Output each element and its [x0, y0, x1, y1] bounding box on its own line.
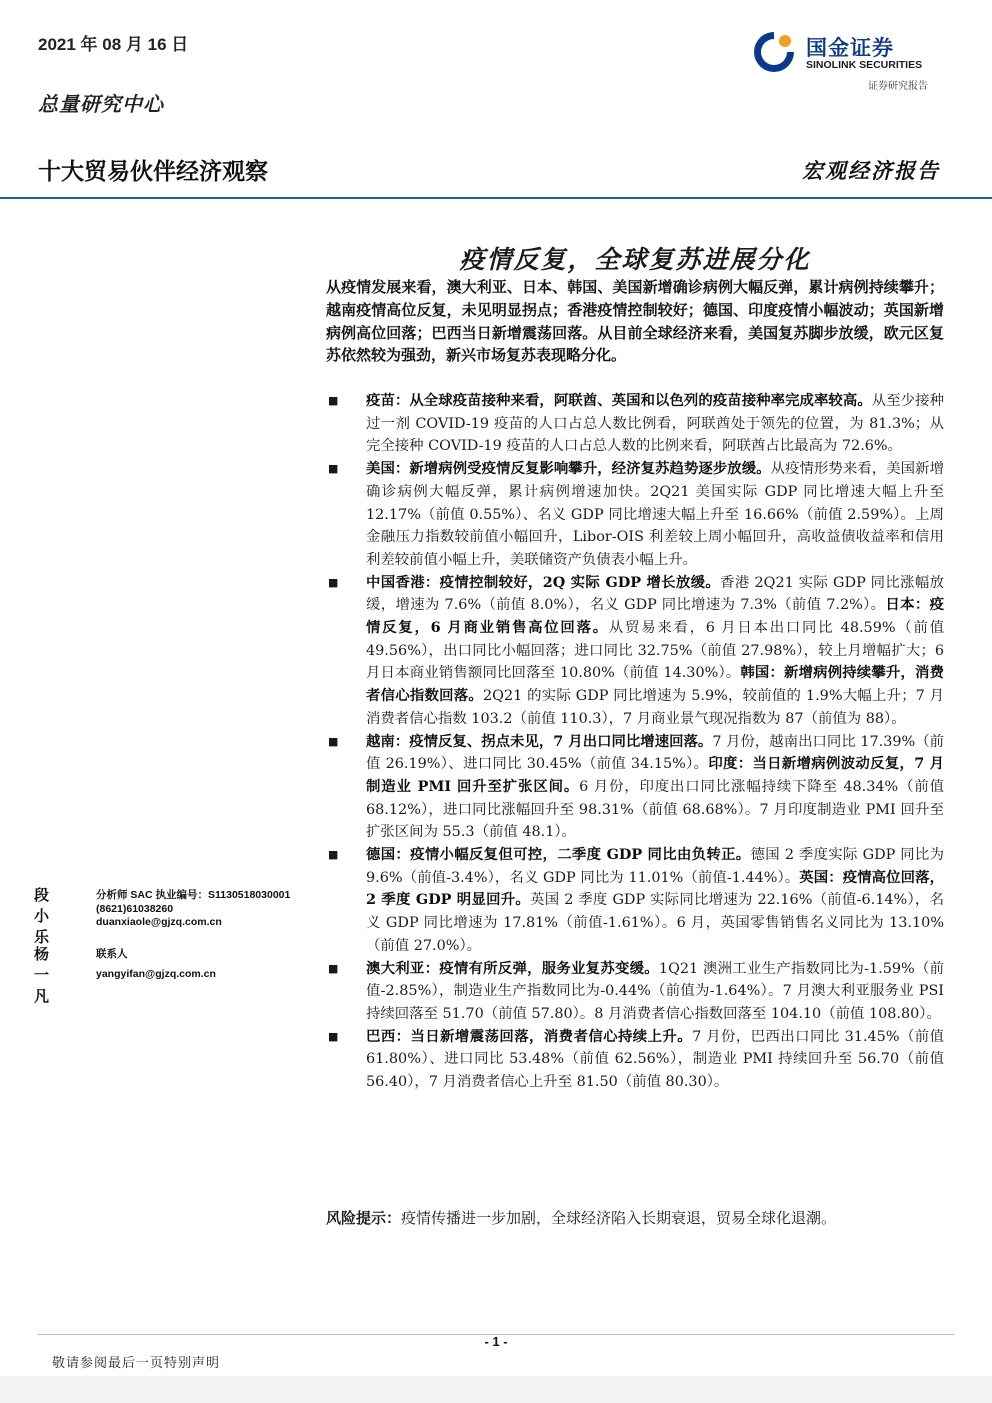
bullet-square-icon: ■	[328, 394, 339, 407]
bullet-heading: 德国：疫情小幅反复但可控，二季度 GDP 同比由负转正。	[366, 846, 751, 864]
bullet-text: 6 月份，印度出口同比涨幅持续下降至 48.34%（前值 68.12%），进口同比涨幅回升至 98.31%（前值 68.68%）。7 月印度制造业 PMI 回升至扩张区间为 55.3（前值 48.1）。	[366, 778, 944, 841]
bullet-heading: 中国香港：疫情控制较好，2Q 实际 GDP 增长放缓。	[366, 573, 721, 591]
bullet-vietnam-india	[326, 731, 944, 845]
bullet-text: 从疫情形势来看，美国新增确诊病例大幅反弹，累计病例增速加快。2Q21 美国实际 GDP 同比增速大幅上升至 12.17%（前值 0.55%）、名义 GDP 同比增速大幅上升至 16.66%（前值 2.59%）。上周金融压力指数较前值小幅回升，Libor-OIS 利差较上周小幅回升，高收益债收益率和信用利差较前值小幅上升，美联储资产负债表小幅上升。	[366, 461, 944, 568]
bullet-text: 香港 2Q21 实际 GDP 同比涨幅放缓，增速为 7.6%（前值 8.0%），名义 GDP 同比增速为 7.3%（前值 7.2%）。	[366, 574, 945, 614]
risk-warning	[326, 1207, 944, 1228]
bullet-usa	[326, 458, 944, 572]
headline: 疫情反复，全球复苏进展分化	[459, 245, 811, 274]
bullet-square-icon: ■	[328, 1029, 339, 1043]
analyst-role: 分析师 SAC 执业编号：S1130518030001	[96, 889, 291, 901]
analyst-email[interactable]: duanxiaole@gjzq.com.cn	[96, 916, 222, 928]
footer-band	[0, 1376, 992, 1403]
contact-role: 联系人	[96, 948, 128, 960]
logo-name-en: SINOLINK SECURITIES	[806, 59, 923, 71]
bullet-vaccine	[326, 390, 944, 458]
bullet-text: 1Q21 澳洲工业生产指数同比为-1.59%（前值-2.85%），制造业生产指数同比为-0.44%（前值为-1.64%）。7 月澳大利亚服务业 PSI 持续回落至 51.70（前值 57.80）。8 月消费者信心指数回落至 104.10（前值 108.80）。	[366, 960, 944, 1022]
logo-name-cn: 国金证券	[806, 36, 894, 60]
bullet-heading: 疫苗：从全球疫苗接种来看，阿联酋、英国和以色列的疫苗接种率完成率较高。	[366, 392, 872, 409]
report-type: 宏观经济报告	[802, 158, 940, 183]
bullet-heading: 日本：疫情反复，6 月商业销售高位回落。	[366, 596, 944, 637]
bullet-australia	[326, 958, 944, 1026]
bullet-text: 英国 2 季度 GDP 实际同比增速为 22.16%（前值-6.14%），名义 GDP 同比增速为 17.81%（前值-1.61%）。6 月，英国零售销售名义同比为 13.10%（前值 27.0%）。	[366, 892, 944, 954]
bullet-text: 从至少接种过一剂 COVID-19 疫苗的人口占总人数比例看，阿联酋处于领先的位置，为 81.3%；从完全接种 COVID-19 疫苗的人口占总人数的比例来看，阿联酋占比最高为 72.6%。	[366, 393, 944, 455]
bullet-text: 7 月份，越南出口同比 17.39%（前值 26.19%）、进口同比 30.45%（前值 34.15%）。	[366, 733, 944, 773]
bullet-text: 2Q21 的实际 GDP 同比增速为 5.9%，较前值的 1.9%大幅上升；7 月消费者信心指数 103.2（前值 110.3），7 月商业景气现况指数为 87（前值为 88）。	[366, 688, 944, 727]
risk-label: 风险提示：	[326, 1209, 402, 1227]
bullet-square-icon: ■	[328, 575, 339, 589]
report-date: 2021 年 08 月 16 日	[38, 35, 189, 54]
bullet-germany-uk	[326, 844, 944, 958]
contact-name: 杨一凡	[34, 945, 50, 1005]
bullet-heading: 巴西：当日新增震荡回落，消费者信心持续上升。	[366, 1027, 693, 1045]
risk-text: 疫情传播进一步加剧，全球经济陷入长期衰退，贸易全球化退潮。	[401, 1209, 837, 1227]
analyst-name: 段小乐	[34, 886, 50, 946]
bullet-heading: 美国：新增病例受疫情反复影响攀升，经济复苏趋势逐步放缓。	[366, 460, 771, 478]
bullet-square-icon: ■	[328, 462, 339, 476]
company-logo	[752, 28, 952, 92]
bullet-square-icon: ■	[328, 848, 339, 862]
bullet-heading: 韩国：新增病例持续攀升，消费者信心指数回落。	[366, 664, 944, 705]
bullet-list	[326, 390, 944, 1094]
bullet-square-icon: ■	[328, 734, 339, 748]
bullet-heading: 越南：疫情反复、拐点未见，7 月出口同比增速回落。	[366, 732, 713, 750]
logo-subtitle: 证券研究报告	[868, 81, 928, 92]
bullet-hk-japan-korea	[326, 572, 944, 731]
research-center: 总量研究中心	[38, 92, 164, 116]
bullet-heading: 英国：疫情高位回落，2 季度 GDP 明显回升。	[366, 868, 944, 909]
bullet-heading: 澳大利亚：疫情有所反弹，服务业复苏变缓。	[366, 959, 659, 977]
sinolink-logo-icon	[752, 30, 796, 74]
bullet-heading: 印度：当日新增病例波动反复，7 月制造业 PMI 回升至扩张区间。	[366, 755, 944, 795]
contact-email[interactable]: yangyifan@gjzq.com.cn	[96, 967, 216, 980]
report-title: 十大贸易伙伴经济观察	[38, 159, 268, 185]
bullet-text: 7 月份，巴西出口同比 31.45%（前值 61.80%）、进口同比 53.48%（前值 62.56%），制造业 PMI 持续回升至 56.70（前值 56.40），7 月消费者信心上升至 81.50（前值 80.30）。	[366, 1028, 944, 1091]
bullet-text: 从贸易来看，6 月日本出口同比 48.59%（前值 49.56%），出口同比小幅回落；进口同比 32.75%（前值 27.98%），较上月增幅扩大；6 月日本商业销售额同比回落至 10.80%（前值 14.30%）。	[366, 620, 944, 682]
header-divider	[0, 197, 992, 199]
analyst-info	[96, 889, 290, 930]
bullet-text: 德国 2 季度实际 GDP 同比为 9.6%（前值-3.4%），名义 GDP 同比为 11.01%（前值-1.44%）。	[366, 847, 944, 886]
lead-summary: 从疫情发展来看，澳大利亚、日本、韩国、美国新增确诊病例大幅反弹，累计病例持续攀升；越南疫情高位反复，未见明显拐点；香港疫情控制较好；德国、印度疫情小幅波动；英国新增病例高位回落；巴西当日新增震荡回落。从目前全球经济来看，美国复苏脚步放缓，欧元区复苏依然较为强劲，新兴市场复苏表现略分化。	[326, 278, 944, 365]
footer-disclaimer: 敬请参阅最后一页特别声明	[52, 1356, 221, 1371]
analyst-phone: (8621)61038260	[96, 902, 174, 915]
bullet-brazil	[326, 1026, 944, 1094]
bullet-square-icon: ■	[328, 961, 339, 975]
page-number: - 1 -	[484, 1334, 508, 1349]
contact-info	[96, 948, 216, 981]
